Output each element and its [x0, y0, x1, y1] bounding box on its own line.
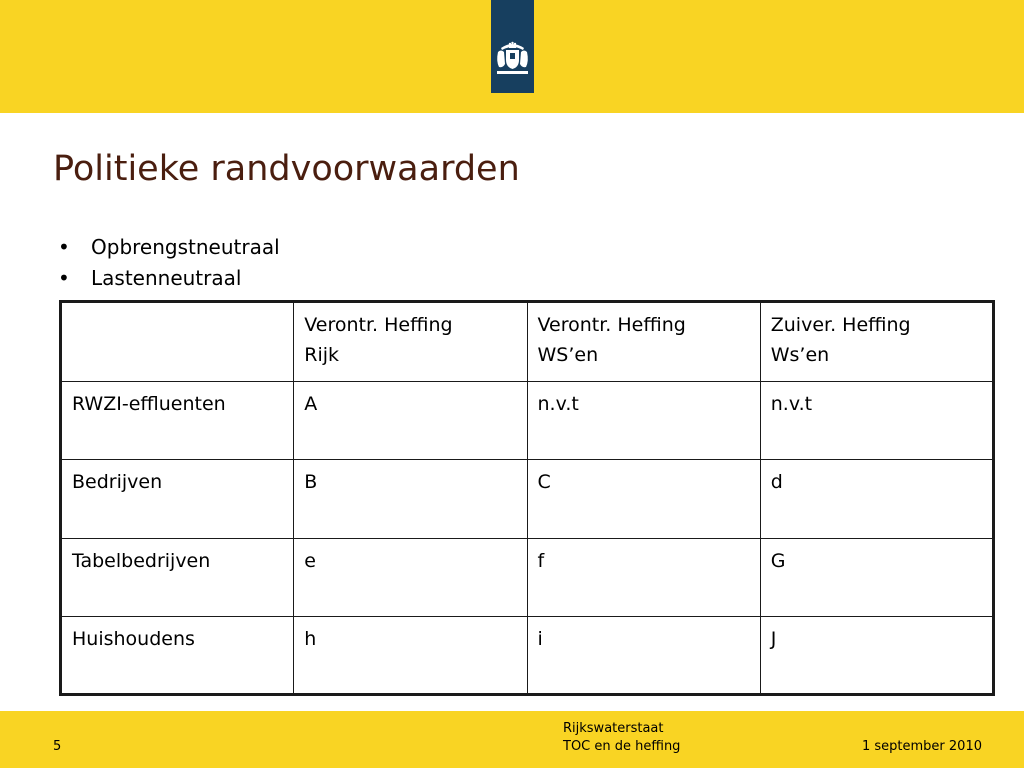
page-number: 5 — [53, 739, 62, 754]
table-row — [61, 538, 994, 616]
table-cell: C — [527, 460, 760, 538]
logo-block — [491, 0, 534, 93]
bullet-list — [58, 234, 280, 296]
heffing-table — [59, 300, 995, 696]
table-cell: G — [760, 538, 993, 616]
column-header-ws-zuiver: Zuiver. Heffing Ws’en — [760, 302, 993, 382]
bullet-item: • Lastenneutraal — [58, 266, 242, 290]
table-cell: n.v.t — [527, 382, 760, 460]
table-cell: A — [294, 382, 527, 460]
table-row — [61, 616, 994, 694]
table-cell: i — [527, 616, 760, 694]
row-label: Bedrijven — [61, 460, 294, 538]
table-row — [61, 382, 994, 460]
footer-band — [0, 711, 1024, 768]
table-corner-cell — [61, 302, 294, 382]
row-label: Huishoudens — [61, 616, 294, 694]
dutch-government-coat-of-arms-icon — [491, 0, 534, 93]
table-header-row — [61, 302, 994, 382]
table-row — [61, 460, 994, 538]
header-band — [0, 0, 1024, 113]
slide-title: Politieke randvoorwaarden — [53, 149, 520, 189]
bullet-item: • Opbrengstneutraal — [58, 235, 280, 259]
table-cell: h — [294, 616, 527, 694]
table-cell: f — [527, 538, 760, 616]
row-label: Tabelbedrijven — [61, 538, 294, 616]
table-cell: J — [760, 616, 993, 694]
column-header-ws-verontr: Verontr. Heffing WS’en — [527, 302, 760, 382]
table-cell: d — [760, 460, 993, 538]
column-header-rijk: Verontr. Heffing Rijk — [294, 302, 527, 382]
row-label: RWZI-effluenten — [61, 382, 294, 460]
footer-subject: TOC en de heffing — [563, 739, 681, 754]
table-cell: n.v.t — [760, 382, 993, 460]
table-cell: e — [294, 538, 527, 616]
footer-date: 1 september 2010 — [862, 739, 982, 754]
footer-organization: Rijkswaterstaat — [563, 721, 664, 736]
table-cell: B — [294, 460, 527, 538]
